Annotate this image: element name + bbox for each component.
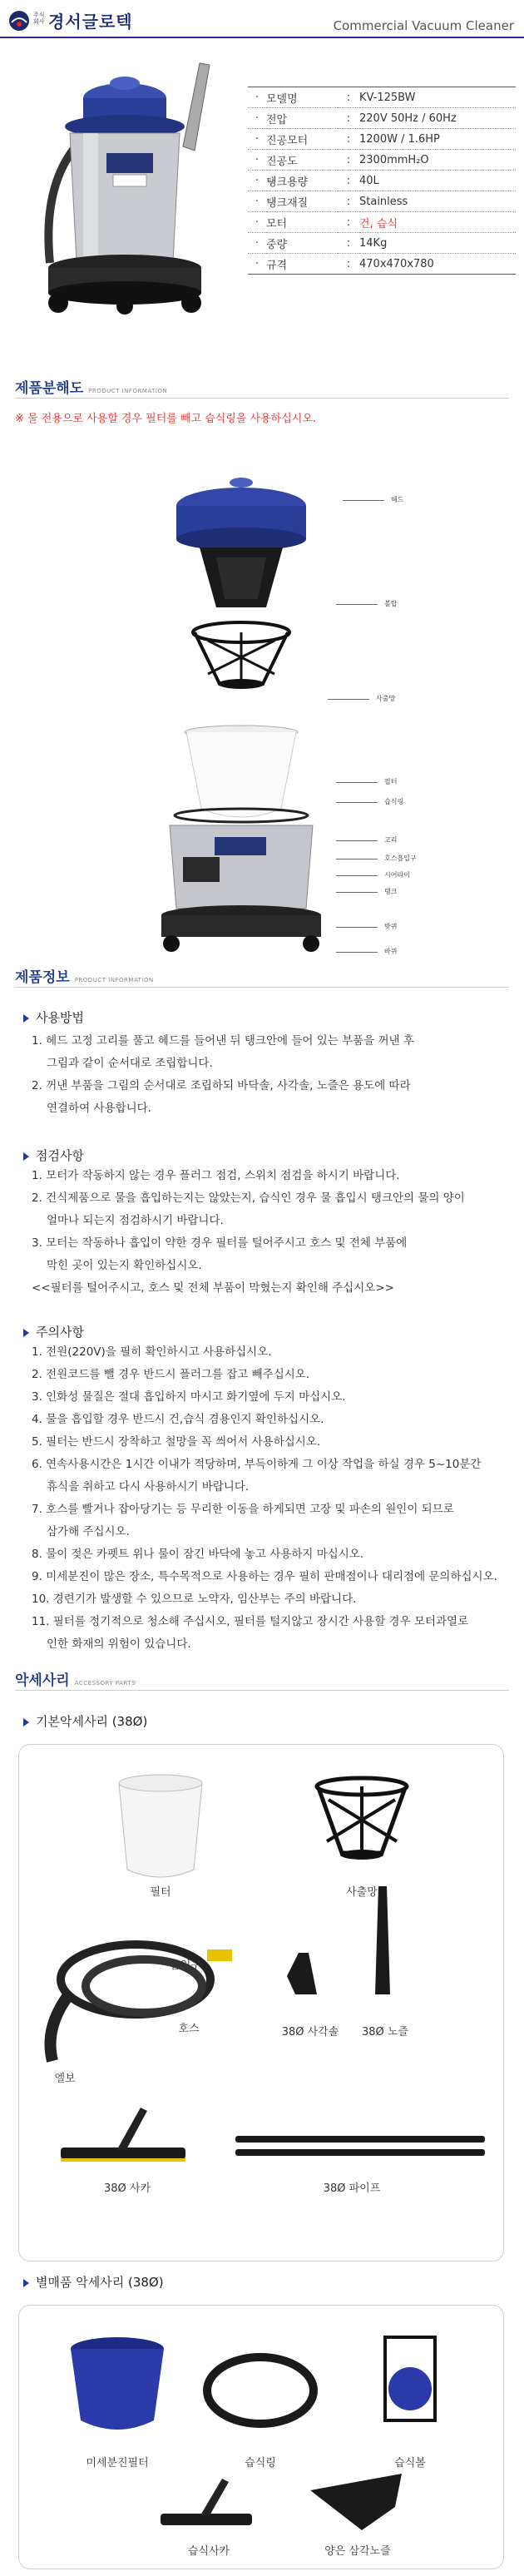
accessory-label: 필터 [150, 1886, 171, 1899]
check-heading: 점검사항 [23, 1147, 84, 1164]
info-line: 5. 필터는 반드시 장착하고 철망을 꼭 씌어서 사용하십시오. [32, 1435, 321, 1449]
accessory-label: 38Ø 사각솔 [281, 2026, 339, 2039]
info-line: 3. 인화성 물질은 절대 흡입하지 마시고 화기옆에 두지 마십시오. [32, 1390, 346, 1404]
exploded-part-label: 볼탑 [384, 600, 398, 607]
spec-label: 탱크용량 [266, 171, 338, 191]
spec-label: 모델명 [266, 87, 338, 108]
leader-line [336, 802, 378, 803]
vacuum-cleaner-image [33, 47, 216, 325]
exploded-part-label: 필터 [384, 778, 398, 785]
accessory-label: 38Ø 사카 [103, 2182, 151, 2195]
info-line: 1. 모터가 작동하지 않는 경우 플러그 점검, 스위치 점검을 하시기 바랍니다. [32, 1169, 400, 1182]
spec-label: 탱크재질 [266, 191, 338, 212]
spec-value: 470x470x780 [359, 254, 516, 275]
accessory-label: 습식볼 [394, 2457, 426, 2469]
section-title-accessories: 악세사리 ACCESSORY PARTS [15, 1672, 136, 1689]
arrow-right-icon [23, 1718, 29, 1726]
info-line: 막힌 곳이 있는지 확인하십시오. [47, 1259, 202, 1272]
exploded-part-label: 바퀴 [384, 948, 398, 955]
spec-label: 규격 [266, 254, 338, 275]
spec-value: 2300mmH₂O [359, 150, 516, 171]
extra-accessories-image [19, 2306, 503, 2569]
spec-label: 중량 [266, 233, 338, 254]
section-divider [15, 987, 509, 988]
leader-line [336, 604, 378, 605]
spec-bullet: · [248, 212, 266, 233]
spec-row [248, 212, 516, 233]
info-line: 9. 미세분진이 많은 장소, 특수목적으로 사용하는 경우 필히 판매점이나 대리점에 문의하십시오. [32, 1570, 497, 1583]
info-line: 2. 전원코드를 뺄 경우 반드시 플러그를 잡고 빼주십시오. [32, 1368, 310, 1381]
info-line: 1. 헤드 고정 고리를 풀고 헤드를 들어낸 뒤 탱크안에 들어 있는 부품을 꺼낸 후 [32, 1034, 414, 1048]
section-title-info: 제품정보 PRODUCT INFORMATION [15, 969, 154, 986]
accessory-label: 미세분진필터 [86, 2457, 149, 2469]
spec-row [248, 129, 516, 150]
info-line: 3. 모터는 작동하나 흡입이 약한 경우 필터를 털어주시고 호스 및 전체 부품에 [32, 1236, 408, 1250]
info-line: 연결하여 사용합니다. [47, 1102, 151, 1115]
spec-value: 건, 습식 [359, 212, 516, 233]
spec-value: KV-125BW [359, 87, 516, 108]
accessory-label: 엘보 [54, 2073, 76, 2085]
spec-label: 전압 [266, 108, 338, 129]
accessory-label: 흡입구 [170, 1959, 201, 1972]
spec-row [248, 150, 516, 171]
caution-heading: 주의사항 [23, 1323, 84, 1340]
info-line: 인한 화재의 위험이 있습니다. [47, 1637, 191, 1651]
water-use-warning: ※ 물 전용으로 사용할 경우 필터를 빼고 습식링을 사용하십시오. [15, 413, 317, 425]
accessory-label: 38Ø 파이프 [323, 2182, 381, 2195]
spec-value: 40L [359, 171, 516, 191]
exploded-part-label: 사출망 [376, 695, 396, 702]
spec-row [248, 171, 516, 191]
spec-colon: : [338, 150, 359, 171]
info-line: 삼가해 주십시오. [47, 1525, 130, 1538]
info-line: 휴식을 취하고 다시 사용하시기 바랍니다. [47, 1480, 250, 1494]
spec-value: 14Kg [359, 233, 516, 254]
arrow-right-icon [23, 1329, 29, 1337]
info-line: 2. 건식제품으로 물을 흡입하는지는 않았는지, 습식인 경우 물 흡입시 탱크안의 물의 양이 [32, 1191, 465, 1205]
spec-bullet: · [248, 233, 266, 254]
accessory-label: 습식사카 [187, 2545, 230, 2558]
exploded-part-label: 밧퀴 [384, 923, 398, 930]
leader-line [336, 927, 378, 928]
leader-line [328, 699, 369, 700]
info-line: 그림과 같이 순서대로 조립합니다. [47, 1057, 213, 1070]
info-line: 11. 필터를 정기적으로 청소해 주십시오, 필터를 털지않고 장시간 사용할 경우 모터과열로 [32, 1615, 469, 1628]
usage-list [32, 1030, 514, 1120]
company-type-label: 주식 회사 [33, 12, 45, 25]
info-line: 4. 물을 흡입할 경우 반드시 건,습식 겸용인지 확인하십시오. [32, 1413, 324, 1426]
spec-colon: : [338, 108, 359, 129]
arrow-right-icon [23, 1014, 29, 1023]
spec-colon: : [338, 171, 359, 191]
accessory-label: 호스 [178, 2023, 200, 2035]
arrow-right-icon [23, 1152, 29, 1161]
arrow-right-icon [23, 2279, 29, 2287]
spec-row [248, 87, 516, 108]
exploded-diagram-image [150, 466, 358, 957]
info-line: <<필터를 털어주시고, 호스 및 전체 부품이 막혔는지 확인해 주십시오>> [32, 1281, 394, 1295]
info-line: 8. 물이 젖은 카펫트 위나 물이 잠긴 바닥에 놓고 사용하지 마십시오. [32, 1548, 364, 1561]
spec-value: Stainless [359, 191, 516, 212]
spec-colon: : [338, 233, 359, 254]
spec-colon: : [338, 129, 359, 150]
info-line: 1. 전원(220V)을 필히 확인하시고 사용하십시오. [32, 1345, 272, 1359]
leader-line [336, 892, 378, 893]
check-list [32, 1165, 514, 1300]
spec-row [248, 233, 516, 254]
spec-colon: : [338, 87, 359, 108]
spec-bullet: · [248, 129, 266, 150]
exploded-part-label: 헤드 [391, 496, 404, 503]
leader-line [336, 952, 378, 953]
caution-list [32, 1341, 514, 1656]
spec-label: 진공모터 [266, 129, 338, 150]
leader-line [336, 840, 378, 841]
spec-bullet: · [248, 108, 266, 129]
spec-colon: : [338, 212, 359, 233]
accessory-label: 양은 삼각노즐 [324, 2545, 391, 2558]
exploded-part-label: 호스흡입구 [384, 855, 417, 862]
spec-row [248, 254, 516, 275]
leader-line [336, 782, 378, 783]
spec-bullet: · [248, 191, 266, 212]
spec-label: 모터 [266, 212, 338, 233]
header-title: Commercial Vacuum Cleaner [333, 18, 514, 33]
info-line: 6. 연속사용시간은 1시간 이내가 적당하며, 부득이하게 그 이상 작업을 하실 경우 5~10분간 [32, 1458, 482, 1471]
spec-bullet: · [248, 254, 266, 275]
accessory-label: 38Ø 노즐 [361, 2026, 409, 2039]
spec-value: 1200W / 1.6HP [359, 129, 516, 150]
company-logo-icon [8, 10, 30, 32]
section-divider [15, 1690, 509, 1691]
spec-row [248, 108, 516, 129]
section-divider [15, 398, 509, 399]
info-line: 10. 경련기가 발생할 수 있으므로 노약자, 임산부는 주의 바랍니다. [32, 1593, 357, 1606]
spec-bullet: · [248, 150, 266, 171]
spec-label: 진공도 [266, 150, 338, 171]
basic-accessories-box [18, 1744, 504, 2261]
info-line: 7. 호스를 빨거나 잡아당기는 등 무리한 이동을 하게되면 고장 및 파손의 원인이 되므로 [32, 1503, 454, 1516]
spec-colon: : [338, 191, 359, 212]
exploded-part-label: 습식링 [384, 798, 404, 805]
page-header [0, 0, 524, 38]
brand-name: 경서글로텍 [48, 12, 133, 32]
info-line: 얼마나 되는지 점검하시기 바랍니다. [47, 1214, 224, 1227]
exploded-part-label: 시어라이 [384, 871, 410, 879]
spec-row [248, 191, 516, 212]
spec-bullet: · [248, 171, 266, 191]
spec-bullet: · [248, 87, 266, 108]
exploded-part-label: 고리 [384, 836, 398, 844]
spec-value: 220V 50Hz / 60Hz [359, 108, 516, 129]
leader-line [343, 500, 384, 501]
extra-accessories-box [18, 2305, 504, 2569]
usage-heading: 사용방법 [23, 1008, 84, 1026]
leader-line [336, 875, 378, 876]
accessory-label: 사출망 [346, 1886, 378, 1899]
section-title-exploded: 제품분해도 PRODUCT INFORMATION [15, 380, 168, 397]
accessory-label: 습식링 [245, 2457, 276, 2469]
exploded-part-label: 탱크 [384, 888, 398, 895]
extra-accessories-heading: 별매품 악세사리 (38Ø) [23, 2273, 164, 2291]
spec-table [248, 87, 516, 275]
spec-colon: : [338, 254, 359, 275]
basic-accessories-heading: 기본악세사리 (38Ø) [23, 1712, 147, 1730]
info-line: 2. 꺼낸 부품을 그림의 순서대로 조립하되 바닥솔, 사각솔, 노즐은 용도에 따라 [32, 1079, 411, 1092]
